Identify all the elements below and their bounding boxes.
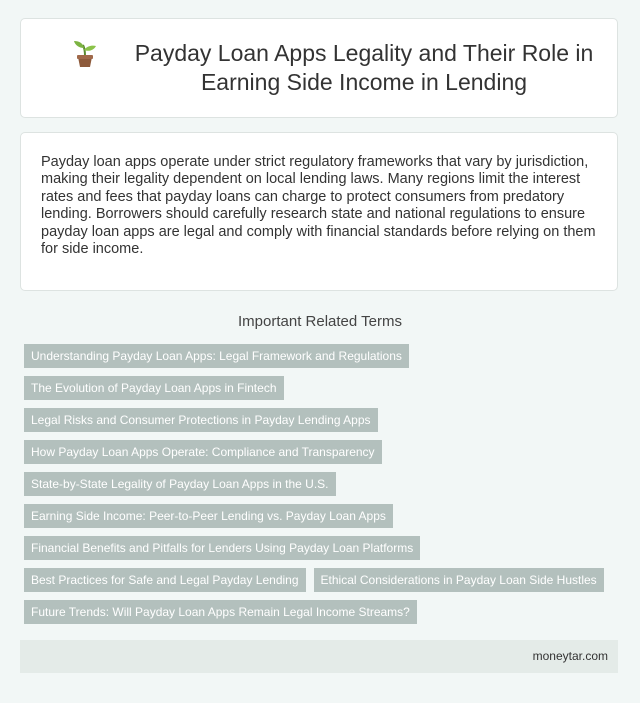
related-term-link[interactable]: Understanding Payday Loan Apps: Legal Framework and Regulations bbox=[24, 344, 409, 368]
related-term-link[interactable]: Financial Benefits and Pitfalls for Lenders Using Payday Loan Platforms bbox=[24, 536, 420, 560]
related-term-link[interactable]: Ethical Considerations in Payday Loan Side Hustles bbox=[314, 568, 604, 592]
related-term-link[interactable]: State-by-State Legality of Payday Loan Apps in the U.S. bbox=[24, 472, 336, 496]
term-row bbox=[24, 568, 624, 592]
footer bbox=[20, 640, 618, 673]
summary-card bbox=[20, 132, 618, 291]
term-row bbox=[24, 440, 624, 464]
term-row bbox=[24, 472, 624, 496]
page-title: Payday Loan Apps Legality and Their Role in Earning Side Income in Lending bbox=[134, 40, 594, 95]
related-terms-heading: Important Related Terms bbox=[238, 313, 402, 330]
sprout-icon bbox=[69, 38, 101, 70]
summary-text: Payday loan apps operate under strict regulatory frameworks that vary by jurisdiction, making their legality dependent on local lending laws. Many regions limit the interest rates and fees that payday loans can charge to protect consumers from predatory lending. Borrowers should carefully research state and national regulations to ensure payday loan apps are legal and comply with financial standards before relying on them for side income. bbox=[41, 154, 596, 258]
related-term-link[interactable]: The Evolution of Payday Loan Apps in Fintech bbox=[24, 376, 284, 400]
term-row bbox=[24, 344, 624, 368]
term-row bbox=[24, 504, 624, 528]
term-row bbox=[24, 376, 624, 400]
header-card bbox=[20, 18, 618, 118]
footer-site: moneytar.com bbox=[532, 649, 608, 663]
related-term-link[interactable]: How Payday Loan Apps Operate: Compliance and Transparency bbox=[24, 440, 382, 464]
term-row bbox=[24, 536, 624, 560]
header-inner bbox=[39, 39, 599, 97]
term-row bbox=[24, 600, 624, 624]
related-term-link[interactable]: Best Practices for Safe and Legal Payday Lending bbox=[24, 568, 306, 592]
term-row bbox=[24, 408, 624, 432]
related-terms-list bbox=[24, 344, 624, 632]
related-term-link[interactable]: Future Trends: Will Payday Loan Apps Remain Legal Income Streams? bbox=[24, 600, 417, 624]
related-term-link[interactable]: Earning Side Income: Peer-to-Peer Lending vs. Payday Loan Apps bbox=[24, 504, 393, 528]
related-term-link[interactable]: Legal Risks and Consumer Protections in Payday Lending Apps bbox=[24, 408, 378, 432]
